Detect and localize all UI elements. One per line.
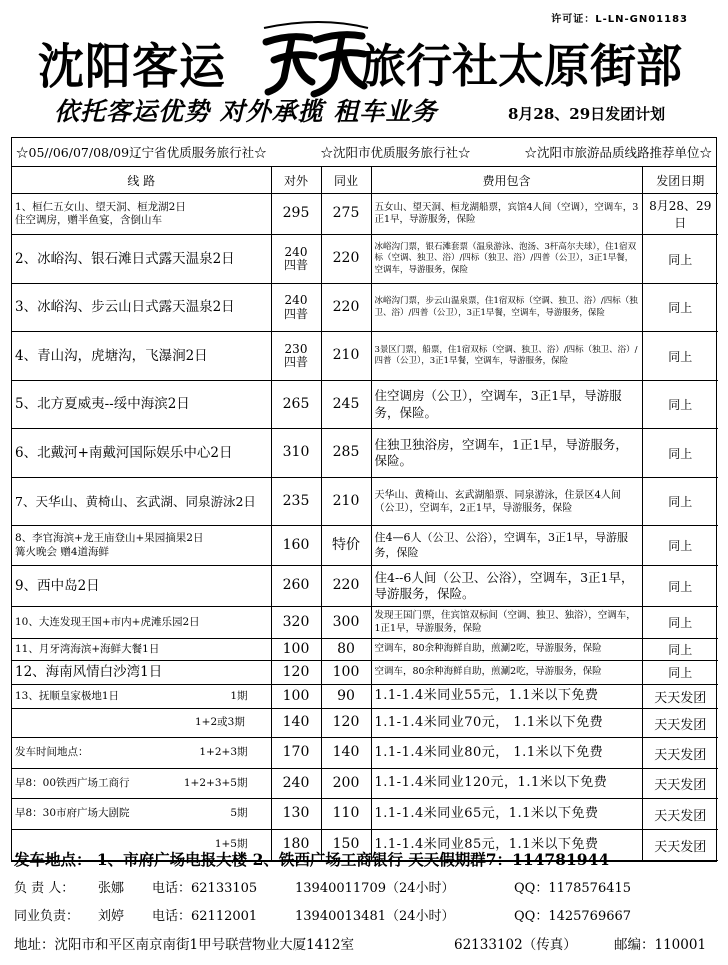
peer-label: 同业负责：: [14, 909, 80, 924]
peer-phone: 电话：62112001: [152, 909, 258, 924]
period-label: 1+2+3期: [199, 746, 248, 759]
route-cell: 3、冰峪沟、步云山日式露天温泉2日: [12, 284, 271, 332]
route-cell: 11、月牙湾海滨+海鲜大餐1日: [12, 639, 271, 661]
postcode: 邮编：110001: [614, 937, 707, 953]
manager-label: 负 责 人：: [14, 881, 75, 896]
fax: 62133102（传真）: [454, 937, 577, 953]
route-cell: 5、北方夏威夷--绥中海滨2日: [12, 381, 271, 429]
table-row: [12, 194, 718, 235]
route-cell: 12、海南风情白沙湾1日: [12, 661, 271, 685]
date-cell: 同上: [642, 235, 718, 284]
peer-price: 120: [321, 709, 371, 738]
external-price: 235: [271, 478, 321, 526]
peer-price: 245: [321, 381, 371, 429]
depart-stop-1: 早8：00铁西广场工商行: [15, 776, 130, 789]
route-cell: 10、大连发现王国+市内+虎滩乐园2日: [12, 607, 271, 639]
manager-mobile: 13940011709（24小时）: [295, 881, 455, 896]
fee-cell: 五女山、望天洞、桓龙湖船票，宾馆4人间（空调），空调车，3正1早，导游服务，保险: [371, 194, 642, 235]
external-price: 295: [271, 194, 321, 235]
honor-right: ☆沈阳市旅游品质线路推荐单位☆: [524, 145, 712, 160]
peer-mobile: 13940013481（24小时）: [295, 909, 455, 924]
date-cell: 天天发团: [642, 685, 718, 709]
fee-cell: 1.1-1.4米同业80元， 1.1米以下免费: [371, 738, 642, 769]
route-cell: [12, 769, 271, 799]
route-cell: 4、青山沟，虎塘沟，飞瀑涧2日: [12, 332, 271, 381]
route-cell: 7、天华山、黄椅山、玄武湖、同泉游泳2日: [12, 478, 271, 526]
date-cell: 天天发团: [642, 799, 718, 830]
fee-cell: 发现王国门票，住宾馆双标间（空调、独卫、独浴），空调车，1正1早，导游服务，保险: [371, 607, 642, 639]
period-label: 1期: [230, 689, 248, 702]
fee-cell: 住4--6人间（公卫、公浴），空调车，3正1早，导游服务，保险。: [371, 566, 642, 607]
fee-cell: 天华山、黄椅山、玄武湖船票、同泉游泳，住景区4人间（公卫），空调车，2正1早，导游服务，保险: [371, 478, 642, 526]
table-row: [12, 709, 718, 738]
table-row: [12, 381, 718, 429]
peer-price: 220: [321, 284, 371, 332]
table-row: [12, 566, 718, 607]
date-cell: 8月28、29日: [642, 194, 718, 235]
date-cell: 天天发团: [642, 709, 718, 738]
route-cell: 1、桓仁五女山、望天洞、桓龙湖2日 住空调房，赠半鱼宴，含倒山车: [12, 194, 271, 235]
peer-price: 210: [321, 332, 371, 381]
contact-footer: [14, 848, 718, 957]
peer-price: 220: [321, 566, 371, 607]
date-cell: 同上: [642, 607, 718, 639]
route-cell: 8、李官海滨+龙王庙登山+果园摘果2日 篝火晚会 赠4道海鲜: [12, 526, 271, 566]
date-cell: 同上: [642, 332, 718, 381]
date-cell: 天天发团: [642, 738, 718, 769]
honor-middle: ☆沈阳市优质服务旅行社☆: [320, 145, 471, 160]
table-row: [12, 738, 718, 769]
table-row: [12, 639, 718, 661]
table-row: [12, 332, 718, 381]
external-price: 130: [271, 799, 321, 830]
fee-cell: 1.1-1.4米同业120元，1.1米以下免费: [371, 769, 642, 799]
route-cell: 9、西中岛2日: [12, 566, 271, 607]
fee-cell: 3景区门票，船票，住1宿双标（空调、独卫、浴）/四标（独卫、浴）/四普（公卫），3正1早餐，空调车，导游服务，保险: [371, 332, 642, 381]
tiantian-logo: [260, 20, 370, 98]
date-cell: 同上: [642, 284, 718, 332]
fee-cell: 1.1-1.4米同业55元，1.1米以下免费: [371, 685, 642, 709]
fee-cell: 空调车，80余种海鲜自助，煎涮2吃，导游服务，保险: [371, 639, 642, 661]
table-row: [12, 685, 718, 709]
manager-name: 张娜: [98, 881, 125, 896]
fee-cell: 住独卫独浴房，空调车，1正1早，导游服务，保险。: [371, 429, 642, 478]
external-price: 260: [271, 566, 321, 607]
peer-price: 285: [321, 429, 371, 478]
peer-price: 140: [321, 738, 371, 769]
col-external: 对外: [271, 167, 321, 194]
peer-price: 210: [321, 478, 371, 526]
peer-qq: QQ：1425769667: [514, 909, 632, 924]
table-row: [12, 769, 718, 799]
honor-banner: [12, 138, 716, 167]
date-cell: 天天发团: [642, 769, 718, 799]
col-peer: 同业: [321, 167, 371, 194]
departure-points: 发车地点： 1、市府广场电报大楼 2、铁西广场工商银行 天天假期群7：114781944: [14, 850, 610, 869]
honor-left: ☆05//06/07/08/09辽宁省优质服务旅行社☆: [16, 145, 267, 160]
external-price: 240 四普: [271, 235, 321, 284]
fushun-title: 13、抚顺皇家极地1日: [15, 689, 120, 702]
slogan: 依托客运优势 对外承揽 租车业务: [54, 97, 438, 126]
col-date: 发团日期: [642, 167, 718, 194]
fee-cell: 住4—6人（公卫、公浴），空调车，3正1早，导游服务，保险: [371, 526, 642, 566]
date-cell: 同上: [642, 639, 718, 661]
fee-cell: 1.1-1.4米同业65元，1.1米以下免费: [371, 799, 642, 830]
address-line: [14, 933, 718, 957]
table-row: [12, 526, 718, 566]
date-cell: 同上: [642, 429, 718, 478]
table-row: [12, 478, 718, 526]
fee-cell: 冰峪沟门票，步云山温泉票，住1宿双标（空调、独卫、浴）/四标（独卫、浴）/四普（公卫），3正1早餐，空调车，导游服务，保险: [371, 284, 642, 332]
date-cell: 同上: [642, 566, 718, 607]
fee-cell: 冰峪沟门票，银石滩套票（温泉游泳、泡汤、3杆高尔夫球），住1宿双标（空调、独卫、浴）/四标（独卫、浴）/四普（公卫），3正1早餐，空调车，导游服务，保险: [371, 235, 642, 284]
period-label: 1+2或3期: [195, 716, 245, 729]
route-cell: 6、北戴河+南戴河国际娱乐中心2日: [12, 429, 271, 478]
external-price: 240: [271, 769, 321, 799]
external-price: 140: [271, 709, 321, 738]
period-label: 5期: [230, 807, 248, 820]
route-cell: [12, 738, 271, 769]
fee-cell: 1.1-1.4米同业70元， 1.1米以下免费: [371, 709, 642, 738]
fee-cell: 1.1-1.4米同业85元，1.1米以下免费: [371, 830, 642, 861]
agency-name: [38, 26, 698, 96]
manager-phone: 电话：62133105: [152, 881, 258, 896]
external-price: 100: [271, 685, 321, 709]
table-row: [12, 607, 718, 639]
peer-price: 100: [321, 661, 371, 685]
external-price: 240 四普: [271, 284, 321, 332]
peer-price: 150: [321, 830, 371, 861]
external-price: 230 四普: [271, 332, 321, 381]
peer-price: 特价: [321, 526, 371, 566]
date-cell: 同上: [642, 526, 718, 566]
fee-cell: 住空调房（公卫），空调车，3正1早，导游服务，保险。: [371, 381, 642, 429]
col-route: 线 路: [12, 167, 271, 194]
table-row: [12, 799, 718, 830]
manager-line: [14, 877, 718, 905]
table-row: [12, 284, 718, 332]
tour-table: [12, 167, 718, 861]
table-row: [12, 235, 718, 284]
col-fee: 费用包含: [371, 167, 642, 194]
date-cell: 同上: [642, 661, 718, 685]
route-cell: 2、冰峪沟、银石滩日式露天温泉2日: [12, 235, 271, 284]
agency-name-right: 旅行社太原街部: [360, 39, 682, 93]
period-label: 1+2+3+5期: [183, 776, 248, 789]
date-cell: 同上: [642, 381, 718, 429]
tour-table-frame: [11, 137, 717, 862]
external-price: 310: [271, 429, 321, 478]
external-price: 180: [271, 830, 321, 861]
external-price: 170: [271, 738, 321, 769]
period-label: 1+5期: [214, 838, 248, 851]
peer-price: 200: [321, 769, 371, 799]
peer-price: 80: [321, 639, 371, 661]
peer-price: 90: [321, 685, 371, 709]
date-cell: 同上: [642, 478, 718, 526]
plan-title: 8月28、29日发团计划: [508, 105, 666, 123]
fee-cell: 空调车，80余种海鲜自助，煎涮2吃，导游服务，保险: [371, 661, 642, 685]
peer-price: 110: [321, 799, 371, 830]
peer-line: [14, 905, 718, 933]
address: 地址：沈阳市和平区南京南街1甲号联营物业大厦1412室: [14, 937, 354, 953]
external-price: 160: [271, 526, 321, 566]
table-row: [12, 661, 718, 685]
license-number: 许可证：L-LN-GN01183: [551, 14, 688, 25]
manager-qq: QQ：1178576415: [514, 881, 632, 896]
table-header-row: [12, 167, 718, 194]
peer-price: 275: [321, 194, 371, 235]
peer-price: 220: [321, 235, 371, 284]
external-price: 100: [271, 639, 321, 661]
depart-label: 发车时间地点：: [15, 746, 89, 759]
external-price: 120: [271, 661, 321, 685]
peer-price: 300: [321, 607, 371, 639]
table-row: [12, 429, 718, 478]
route-cell: [12, 685, 271, 709]
external-price: 265: [271, 381, 321, 429]
route-cell: [12, 799, 271, 830]
route-cell: [12, 709, 271, 738]
agency-name-left: 沈阳客运: [38, 37, 226, 95]
date-cell: 天天发团: [642, 830, 718, 861]
depart-stop-2: 早8：30市府广场大剧院: [15, 807, 130, 820]
external-price: 320: [271, 607, 321, 639]
peer-name: 刘婷: [98, 909, 125, 924]
